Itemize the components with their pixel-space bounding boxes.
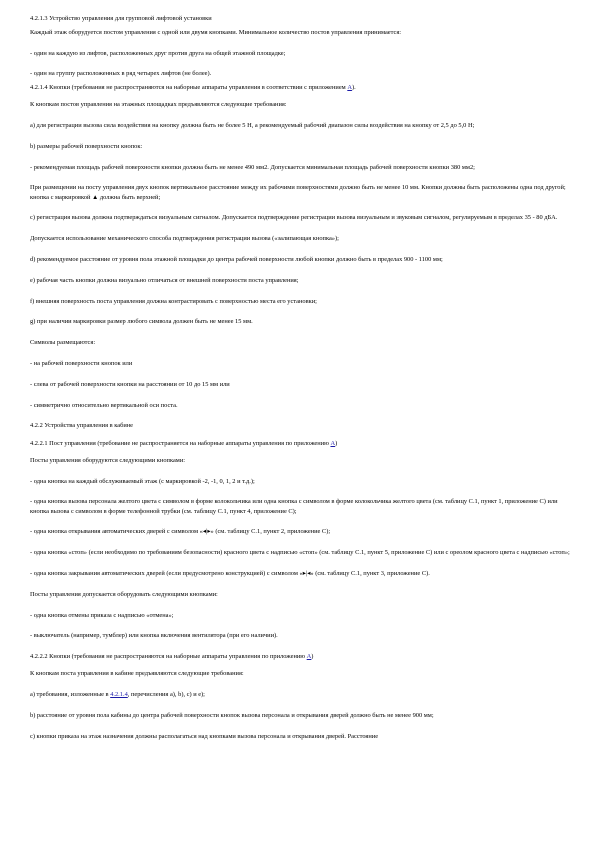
appendix-a-link[interactable]: А <box>347 84 352 91</box>
text-span: 4.2.2.1 Пост управления (требование не распространяется на наборные аппараты управления по приложению <box>30 439 331 447</box>
paragraph-with-link <box>30 439 570 448</box>
list-item: - симметрично относительно вертикальной оси поста. <box>30 401 178 409</box>
paragraph: К кнопкам поста управления в кабине предъявляются следующие требования: <box>30 670 244 678</box>
paragraph-with-link <box>30 690 570 699</box>
paragraph: Символы размещаются: <box>30 339 96 347</box>
paragraph: Посты управления допускается оборудовать следующими кнопками: <box>30 590 218 598</box>
list-item: b) размеры рабочей поверхности кнопок: <box>30 142 143 150</box>
list-item: g) при наличии маркировки размер любого символа должен быть не менее 15 мм. <box>30 318 253 326</box>
list-item: - одна кнопка закрывания автоматических дверей (если предусмотрено конструкцией) с символом «▸|◂» (см. таблицу С.1, пункт 3, приложение С). <box>30 569 430 577</box>
text-span: ) <box>335 439 338 447</box>
list-item: - один на группу расположенных в ряд четырех лифтов (не более). <box>30 70 212 78</box>
list-item: f) внешняя поверхность поста управления должна контрастировать с поверхностью места его установки; <box>30 297 317 305</box>
list-item: - рекомендуемая площадь рабочей поверхности кнопки должна быть не менее 490 мм2. Допускается минимальная площадь рабочей поверхности кнопки 380 мм2; <box>30 163 475 171</box>
list-item: c) кнопки приказа на этаж назначения должны располагаться над кнопками вызова персонала и открывания дверей. Расстояние <box>30 732 379 740</box>
list-item: - одна кнопка открывания автоматических дверей с символом «◂|▸» (см. таблицу С.1, пункт 2, приложение С); <box>30 528 331 536</box>
clause-4-2-1-4-link[interactable]: 4.2.1.4 <box>110 691 128 699</box>
paragraph: К кнопкам постов управления на этажных площадках предъявляются следующие требования: <box>30 101 287 109</box>
section-heading-4-2-2: 4.2.2 Устройства управления в кабине <box>30 422 134 430</box>
text-span: a) требования, изложенные в <box>30 691 111 699</box>
list-item: b) расстояние от уровня пола кабины до центра рабочей поверхности кнопок вызова персонала и открывания дверей должно быть не менее 900 мм; <box>30 711 434 719</box>
paragraph-with-link <box>30 83 570 92</box>
paragraph-with-link <box>30 652 570 661</box>
paragraph: При размещении на посту управления двух кнопок вертикальное расстояние между их рабочими поверхностями должно быть не менее 10 мм. Кнопки должны быть расположены одна под другой; кнопка с маркировкой ▲ должна быть верхней; <box>30 184 566 201</box>
paragraph: Посты управления оборудуются следующими кнопками: <box>30 456 186 464</box>
list-item: - слева от рабочей поверхности кнопки на расстоянии от 10 до 15 мм или <box>30 380 230 388</box>
paragraph: Допускается использование механического способа подтверждения регистрации вызова («залипающая кнопка»); <box>30 235 339 243</box>
section-heading-4-2-1-3: 4.2.1.3 Устройство управления для групповой лифтовой установки <box>30 15 212 22</box>
appendix-a-link[interactable]: А <box>330 439 336 447</box>
document-page <box>30 14 570 753</box>
paragraph: Каждый этаж оборудуется постом управления с одной или двумя кнопками. Минимальное количество постов управления принимается: <box>30 28 402 36</box>
list-item: - одна кнопка на каждый обслуживаемый этаж (с маркировкой -2, -1, 0, 1, 2 и т.д.); <box>30 477 255 485</box>
appendix-a-link[interactable]: А <box>306 653 312 661</box>
list-item: e) рабочая часть кнопки должна визуально отличаться от внешней поверхности поста управления; <box>30 276 299 284</box>
list-item: - выключатель (например, тумблер) или кнопка включения вентилятора (при его наличии). <box>30 632 278 640</box>
list-item: c) регистрация вызова должна подтверждаться визуальным сигналом. Допускается подтверждение регистрации вызова визуальным и звуковым сигналом, регулируемым в пределах 35 - 80 дБА. <box>30 214 558 222</box>
text-span: ). <box>351 84 356 91</box>
list-item: - один на каждую из лифтов, расположенных друг против друга на общей этажной площадке; <box>30 49 286 57</box>
list-item: a) для регистрации вызова сила воздействия на кнопку должна быть не более 5 Н, а рекомендуемый рабочий диапазон силы воздействия на кнопку от 2,5 до 5,0 Н; <box>30 122 475 129</box>
text-span: 4.2.2.2 Кнопки (требования не распространяются на наборные аппараты управления по приложению <box>30 653 307 661</box>
text-span: ) <box>311 653 314 661</box>
text-span: 4.2.1.4 Кнопки (требования не распространяются на наборные аппараты управления в соответствии с приложением <box>30 84 348 91</box>
list-item: d) рекомендуемое расстояние от уровня пола этажной площадки до центра рабочей поверхности любой кнопки должно быть в пределах 900 - 1100 мм; <box>30 255 443 263</box>
text-span: , перечисления a), b), c) и e); <box>127 691 205 699</box>
list-item: - одна кнопка «стоп» (если необходимо по требованиям безопасности) красного цвета с надписью «стоп» (см. таблицу С.1, пункт 5, приложение С) или с ореолом красного цвета с надписью «стоп»; <box>30 549 570 557</box>
list-item: - одна кнопка вызова персонала желтого цвета с символом в форме колокольчика или одна кнопка с символом в форме колокольчика желтого цвета (см. таблицу С.1, пункт 1, приложение С) или кнопка вызова с символом в форме телефонной трубки (см. таблицу С.1, пункт 4, приложение С); <box>30 498 558 515</box>
list-item: - одна кнопка отмены приказа с надписью «отмена»; <box>30 611 174 619</box>
list-item: - на рабочей поверхности кнопок или <box>30 359 133 367</box>
